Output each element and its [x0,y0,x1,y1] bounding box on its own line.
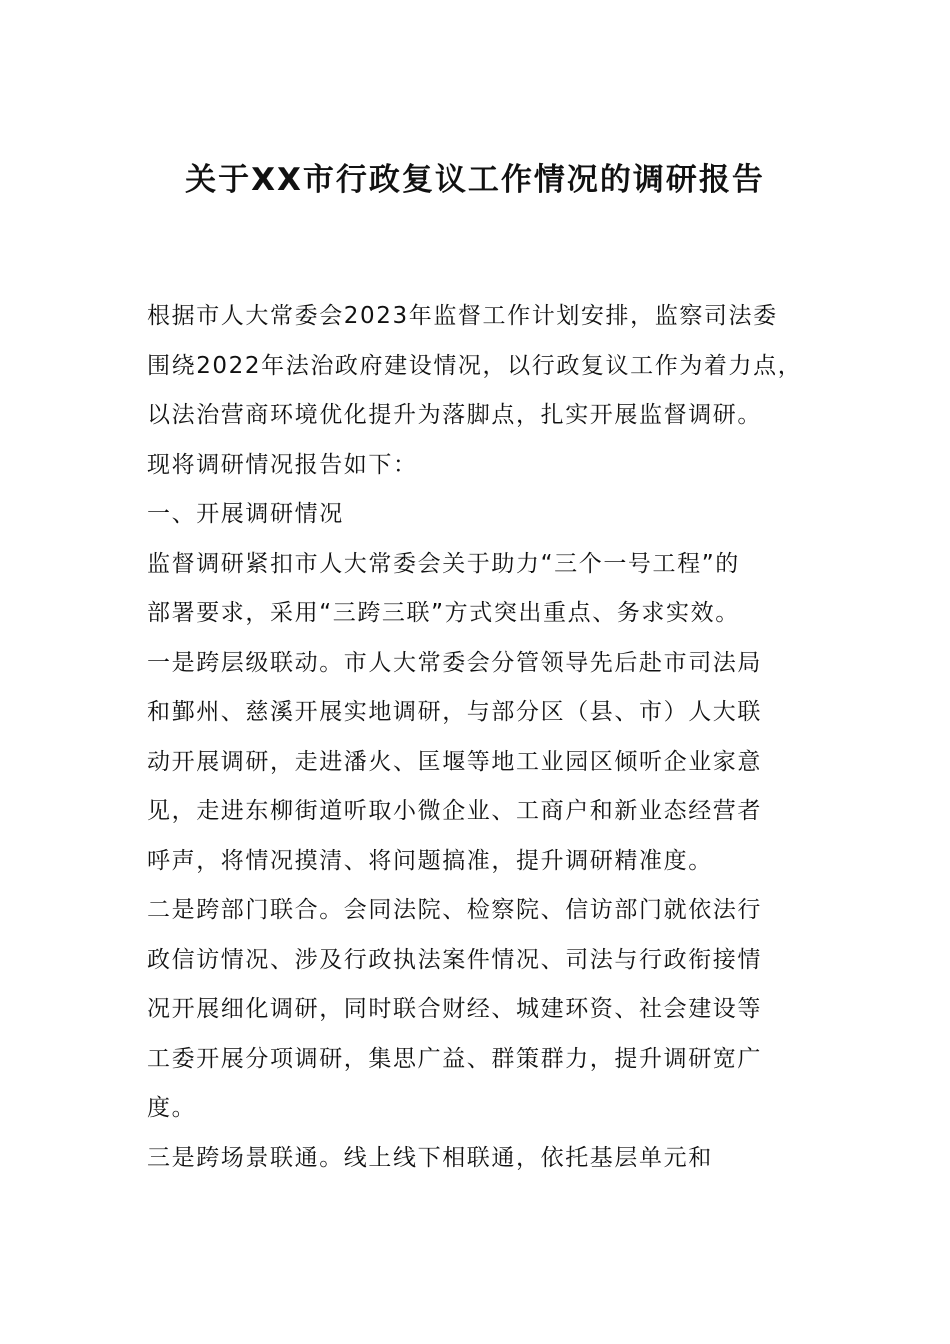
body-line: 动开展调研，走进潘火、匡堰等地工业园区倾听企业家意 [147,748,762,775]
body-line: 部署要求，采用“三跨三联”方式突出重点、务求实效。 [147,600,740,626]
body-line: 工委开展分项调研，集思广益、群策群力，提升调研宽广 [147,1045,762,1072]
body-line: 现将调研情况报告如下： [147,451,418,478]
body-line: 根据市人大常委会2023年监督工作计划安排，监察司法委 [147,303,778,329]
body-line: 围绕2022年法治政府建设情况，以行政复议工作为着力点， [147,352,803,379]
body-line: 监督调研紧扣市人大常委会关于助力“三个一号工程”的 [147,550,740,577]
body-line: 三是跨场景联通。线上线下相联通，依托基层单元和 [147,1144,713,1171]
body-line: 一是跨层级联动。市人大常委会分管领导先后赴市司法局 [147,649,762,676]
body-line: 度。 [147,1095,197,1121]
body-line: 呼声，将情况摸清、将问题搞准，提升调研精准度。 [147,847,713,874]
document-body [147,292,827,1183]
body-line: 以法治营商环境优化提升为落脚点，扎实开展监督调研。 [147,402,762,428]
body-line: 和鄞州、慈溪开展实地调研，与部分区（县、市）人大联 [147,699,762,725]
document-title: 关于XX市行政复议工作情况的调研报告 [185,162,765,198]
body-line: 二是跨部门联合。会同法院、检察院、信访部门就依法行 [147,897,762,923]
body-line: 况开展细化调研，同时联合财经、城建环资、社会建设等 [147,996,762,1022]
section-heading: 一、开展调研情况 [147,501,344,527]
body-line: 政信访情况、涉及行政执法案件情况、司法与行政衔接情 [147,946,762,973]
body-line: 见，走进东柳街道听取小微企业、工商户和新业态经营者 [147,798,762,824]
